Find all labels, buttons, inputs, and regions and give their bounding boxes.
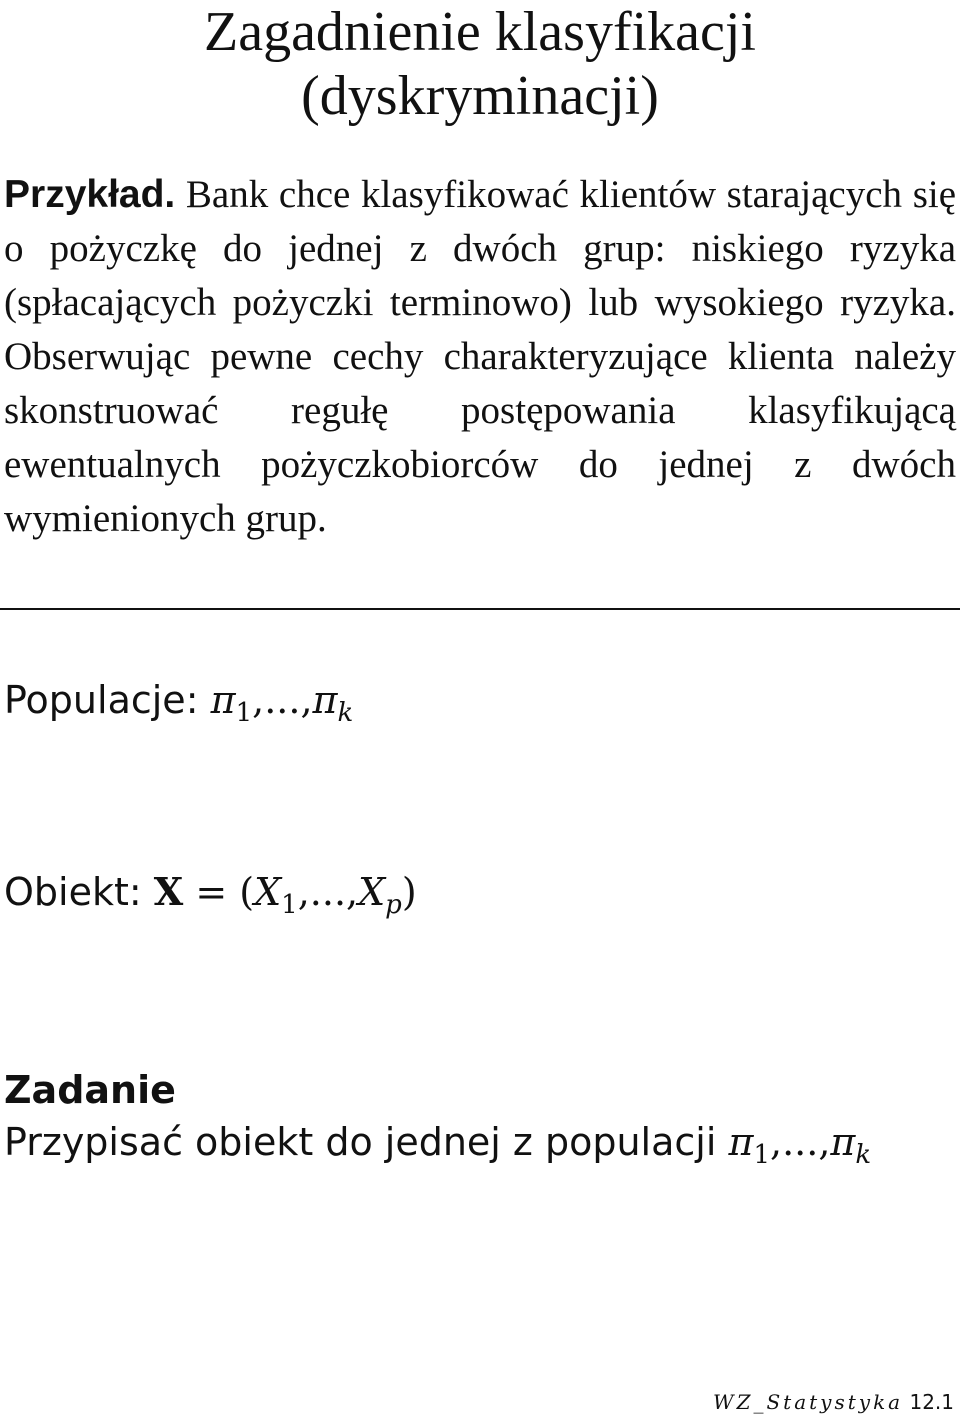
page-title: [0, 0, 960, 128]
subscript-k: k: [855, 1140, 872, 1170]
subscript-p: p: [385, 890, 402, 920]
ellipsis: ,...,: [297, 870, 359, 914]
bold-x-vector: X: [153, 869, 184, 914]
populations-line: [4, 676, 354, 728]
footer-page-number: 12.1: [909, 1390, 954, 1414]
pi-symbol: π: [312, 678, 338, 722]
task-heading: Zadanie: [4, 1068, 176, 1112]
subscript-one: 1: [281, 890, 298, 920]
title-line-2: (dyskryminacji): [301, 65, 659, 127]
task-text: Przypisać obiekt do jednej z populacji: [4, 1120, 717, 1164]
close-paren: ): [401, 870, 417, 914]
slide-footer: [713, 1390, 954, 1414]
example-paragraph: [4, 168, 956, 546]
task-formula: [728, 1120, 872, 1170]
pi-symbol: π: [728, 1120, 754, 1164]
horizontal-rule: [0, 608, 960, 610]
footer-course: WZ_Statystyka: [713, 1390, 904, 1414]
task-line: [4, 1118, 872, 1170]
ellipsis: ,...,: [770, 1120, 831, 1164]
object-line: [4, 868, 417, 920]
pi-symbol: π: [830, 1120, 856, 1164]
populations-label: Populacje:: [4, 678, 199, 722]
ellipsis: ,...,: [252, 678, 313, 722]
populations-formula: [210, 678, 354, 728]
example-text: Bank chce klasyfikować klientów starających się o pożyczkę do jednej z dwóch grup: niskiego ryzyka (spłacających pożyczki terminowo) lub wysokiego ryzyka. Obserwując pewne cechy charakteryzujące klienta należy skonstruować regułę postępowania klasyfikującą ewentualnych pożyczkobiorców do jednej z dwóch wymienionych grup.: [4, 173, 957, 540]
example-label: Przykład.: [4, 173, 176, 216]
subscript-one: 1: [235, 698, 253, 728]
object-formula: [153, 869, 417, 920]
x-variable: X: [358, 870, 386, 914]
subscript-one: 1: [753, 1140, 771, 1170]
object-label: Obiekt:: [4, 870, 142, 914]
title-line-1: Zagadnienie klasyfikacji: [204, 1, 756, 63]
x-variable: X: [254, 870, 282, 914]
subscript-k: k: [337, 698, 354, 728]
pi-symbol: π: [210, 678, 236, 722]
equals-open: = (: [183, 870, 255, 914]
